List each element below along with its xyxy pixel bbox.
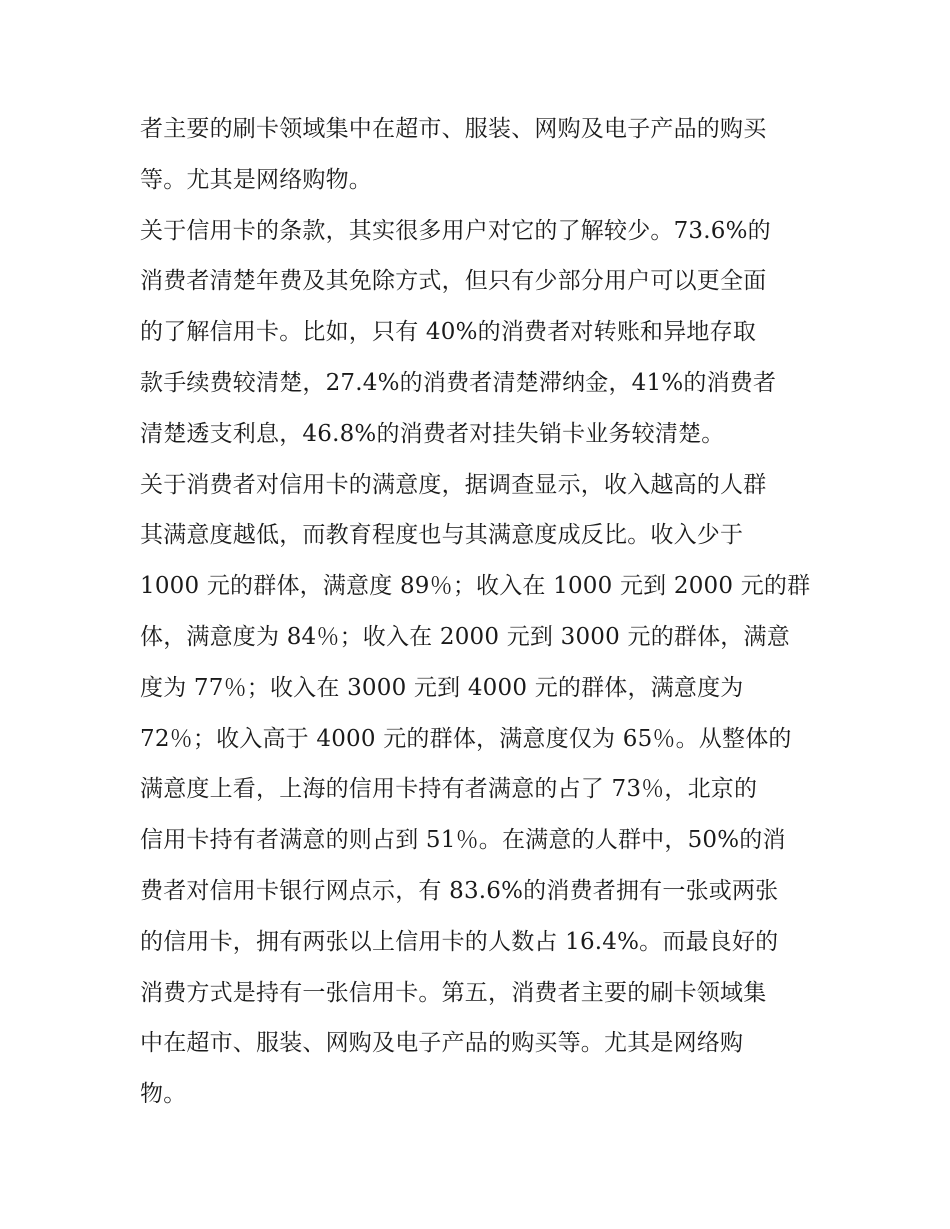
document-body <box>140 104 812 1120</box>
text-line: 的信用卡，拥有两张以上信用卡的人数占 16.4%。而最良好的 <box>140 928 779 955</box>
text-line: 度为 77％；收入在 3000 元到 4000 元的群体，满意度为 <box>140 674 744 701</box>
text-line: 费者对信用卡银行网点示，有 83.6%的消费者拥有一张或两张 <box>140 877 779 904</box>
text-line: 等。尤其是网络购物。 <box>140 166 372 193</box>
text-line: 其满意度越低，而教育程度也与其满意度成反比。收入少于 <box>140 522 744 549</box>
text-line: 72％；收入高于 4000 元的群体，满意度仅为 65％。从整体的 <box>140 725 792 752</box>
text-line: 体，满意度为 84％；收入在 2000 元到 3000 元的群体，满意 <box>140 623 790 650</box>
text-line: 清楚透支利息，46.8%的消费者对挂失销卡业务较清楚。 <box>140 420 725 447</box>
text-line: 消费方式是持有一张信用卡。第五，消费者主要的刷卡领域集 <box>140 979 767 1006</box>
text-line: 信用卡持有者满意的则占到 51％。在满意的人群中，50%的消 <box>140 827 786 854</box>
text-line: 的了解信用卡。比如，只有 40%的消费者对转账和异地存取 <box>140 319 757 346</box>
text-line: 消费者清楚年费及其免除方式，但只有少部分用户可以更全面 <box>140 268 767 295</box>
text-line: 中在超市、服装、网购及电子产品的购买等。尤其是网络购 <box>140 1030 744 1057</box>
text-line: 关于消费者对信用卡的满意度，据调查显示，收入越高的人群 <box>140 471 767 498</box>
text-line: 关于信用卡的条款，其实很多用户对它的了解较少。73.6%的 <box>140 217 771 244</box>
text-line: 款手续费较清楚，27.4%的消费者清楚滞纳金，41%的消费者 <box>140 369 777 396</box>
text-line: 满意度上看，上海的信用卡持有者满意的占了 73％，北京的 <box>140 776 758 803</box>
text-line: 1000 元的群体，满意度 89％；收入在 1000 元到 2000 元的群 <box>140 573 811 600</box>
text-line: 者主要的刷卡领域集中在超市、服装、网购及电子产品的购买 <box>140 116 767 142</box>
text-line: 物。 <box>140 1081 187 1108</box>
